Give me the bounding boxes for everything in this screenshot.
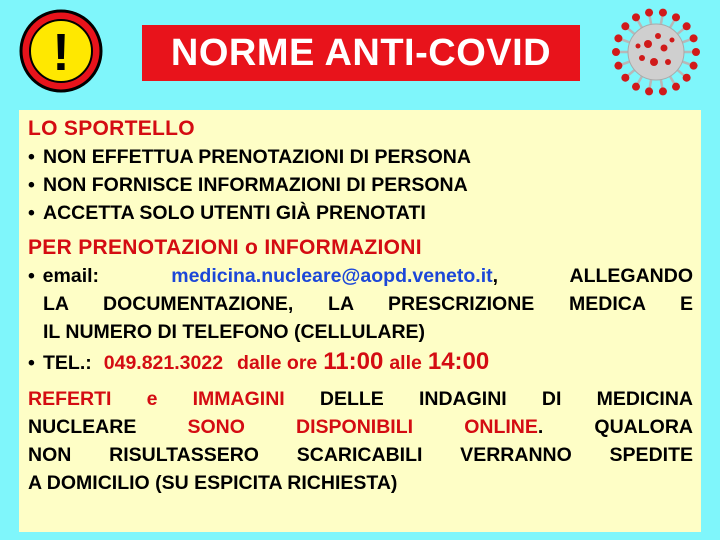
- title-text: NORME ANTI-COVID: [170, 31, 552, 74]
- online-highlight: SONO DISPONIBILI ONLINE: [187, 416, 538, 438]
- email-link[interactable]: medicina.nucleare@aopd.veneto.it: [171, 265, 493, 287]
- phone-contact: [28, 346, 693, 379]
- tel-number[interactable]: 049.821.3022: [103, 352, 224, 374]
- bullet: •: [28, 352, 35, 374]
- email-line2: LA DOCUMENTAZIONE, LA PRESCRIZIONE MEDICA E: [43, 293, 693, 315]
- list-item: • NON EFFETTUA PRENOTAZIONI DI PERSONA: [28, 143, 693, 171]
- bullet: •: [28, 146, 35, 168]
- referti-highlight: REFERTI e IMMAGINI: [28, 388, 285, 410]
- heading-sportello: LO SPORTELLO: [28, 117, 195, 140]
- hours-alle: alle: [389, 352, 422, 374]
- coronavirus-icon: [610, 6, 702, 98]
- heading-prenotazioni: PER PRENOTAZIONI o INFORMAZIONI: [28, 236, 422, 259]
- bullet: •: [28, 265, 35, 287]
- hours-dalle: dalle ore: [237, 352, 318, 374]
- email-contact: [28, 262, 693, 346]
- bullet: •: [28, 174, 35, 196]
- warning-symbol: !: [52, 24, 70, 82]
- end-time: 14:00: [427, 348, 490, 375]
- referti-paragraph: REFERTI e IMMAGINI DELLE INDAGINI DI MEDICINA NUCLEARE SONO DISPONIBILI ONLINE. QUALORA NON RISULTASSERO SCARICABILI VERRANNO SPEDITE A DOMICILIO (SU ESPICITA RICHIESTA): [28, 388, 693, 494]
- tel-label: TEL.:: [43, 352, 92, 374]
- email-after: , ALLEGANDO: [492, 265, 694, 287]
- info-panel: [19, 110, 701, 532]
- email-label: email:: [42, 265, 100, 287]
- email-line3: IL NUMERO DI TELEFONO (CELLULARE): [43, 321, 426, 343]
- exclamation-warning-icon: [18, 8, 104, 94]
- page-title: [142, 25, 580, 81]
- list-item: • ACCETTA SOLO UTENTI GIÀ PRENOTATI: [28, 199, 693, 227]
- start-time: 11:00: [323, 348, 384, 375]
- list-item: • NON FORNISCE INFORMAZIONI DI PERSONA: [28, 171, 693, 199]
- bullet: •: [28, 202, 35, 224]
